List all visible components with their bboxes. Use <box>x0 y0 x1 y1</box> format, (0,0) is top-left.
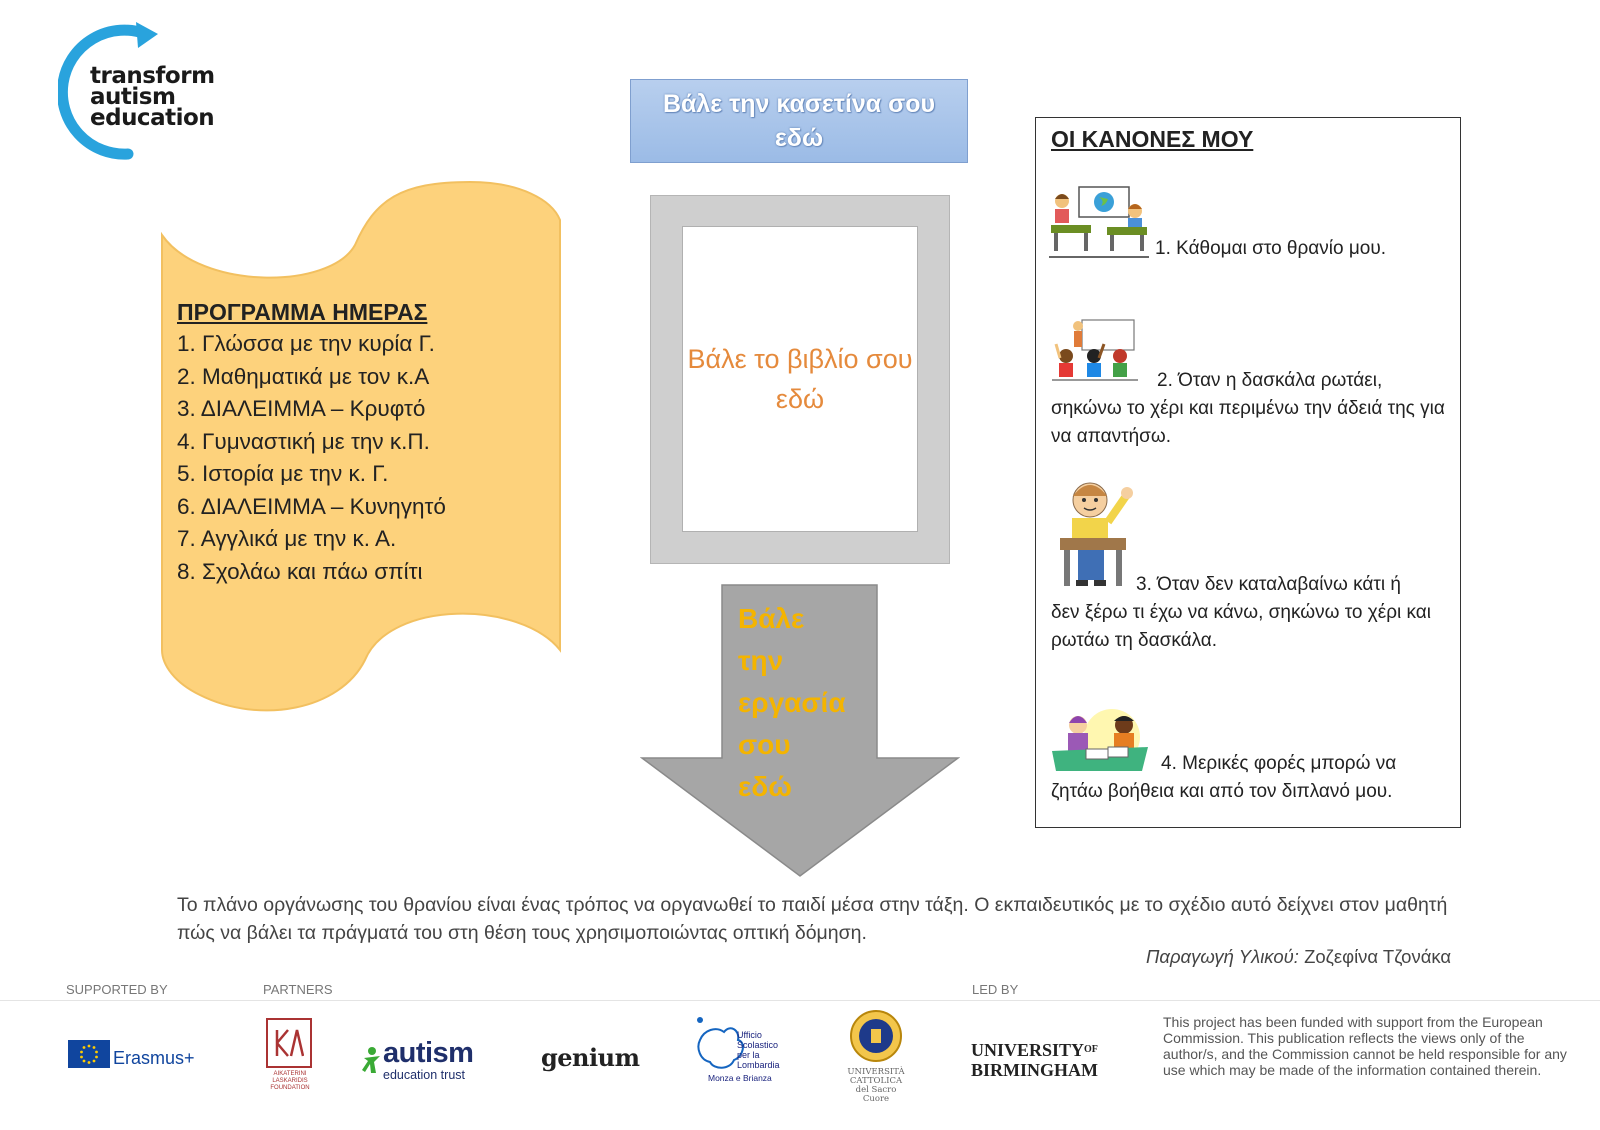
schedule-list <box>177 328 557 588</box>
led-by-label: LED BY <box>972 982 1019 997</box>
cattolica-line: CATTOLICA <box>849 1076 903 1086</box>
cattolica-line: del Sacro Cuore <box>855 1085 897 1104</box>
logo-line-autism: autism <box>90 84 176 110</box>
laskaridis-foundation-logo <box>266 1018 312 1068</box>
university-of-birmingham-logo <box>971 1040 1098 1080</box>
erasmus-logo-text: Erasmus+ <box>113 1048 195 1068</box>
rule-4-lead: 4. Μερικές φορές μπορώ να <box>1161 753 1397 774</box>
schedule-item: 7. Αγγλικά με την κ. Α. <box>177 526 397 551</box>
footer-divider <box>0 1000 1600 1001</box>
pencil-case-slot <box>630 79 968 163</box>
schedule-item: 5. Ιστορία με την κ. Γ. <box>177 461 389 486</box>
lombardia-line: Ufficio <box>737 1030 762 1040</box>
autism-trust-logo-text: autism <box>383 1037 474 1069</box>
schedule-item: 1. Γλώσσα με την κυρία Γ. <box>177 331 435 356</box>
schedule-item: 2. Μαθηματικά με τον κ.Α <box>177 363 430 389</box>
cattolica-seal-logo <box>849 1009 903 1063</box>
cattolica-text <box>843 1068 909 1104</box>
rule-3-lead: 3. Όταν δεν καταλαβαίνω κάτι ή <box>1136 574 1401 595</box>
schedule-item: 8. Σχολάω και πάω σπίτι <box>177 558 423 584</box>
cattolica-line: UNIVERSITÀ <box>847 1067 905 1077</box>
genium-logo: genium <box>541 1043 640 1072</box>
logo-line-education: education <box>90 105 215 131</box>
birmingham-of: OF <box>1084 1044 1098 1055</box>
children-helping-icon <box>1050 707 1150 773</box>
rule-4-rest: ζητάω βοήθεια και από τον διπλανό μου. <box>1051 781 1393 802</box>
book-slot <box>682 226 918 532</box>
credit-name: Ζοζεφίνα Τζονάκα <box>1304 946 1452 967</box>
logo-wordmark <box>90 63 215 131</box>
material-credit <box>1146 946 1451 968</box>
work-arrow-word: εδώ <box>738 771 792 802</box>
schedule-item: 4. Γυμναστική με την κ.Π. <box>177 428 430 454</box>
eu-stars-icon <box>68 1040 110 1068</box>
logo-arrow-head <box>136 22 158 48</box>
credit-label: Παραγωγή Υλικού: <box>1146 946 1299 967</box>
work-arrow-word: σου <box>738 729 791 760</box>
lombardia-text <box>737 1030 780 1070</box>
work-arrow-word: εργασία <box>738 687 846 718</box>
book-label: Βάλε το βιβλίο σου εδώ <box>687 344 913 414</box>
birmingham-name: BIRMINGHAM <box>971 1060 1098 1080</box>
autism-trust-subtitle: education trust <box>383 1068 465 1082</box>
work-arrow-word: την <box>738 645 784 676</box>
rules-title: ΟΙ ΚΑΝΟΝΕΣ ΜΟΥ <box>1051 126 1254 152</box>
laskaridis-caption: AIKATERINI LASKARIDIS FOUNDATION <box>270 1071 310 1091</box>
lombardia-line: per la <box>737 1050 760 1060</box>
eu-flag-icon <box>68 1040 110 1068</box>
pencil-case-label: Βάλε την κασετίνα σου εδώ <box>662 90 936 152</box>
logo-line-transform: transform <box>90 63 215 89</box>
eu-disclaimer: This project has been funded with support from the European Commission. This publication reflects the views only of the author/s, and the Commission cannot be held responsible for any use which may be made of the information contained therein. <box>1163 1014 1567 1078</box>
rule-3-rest: δεν ξέρω τι έχω να κάνω, σηκώνω το χέρι και ρωτάω τη δασκάλα. <box>1051 602 1431 651</box>
rule-1-text: 1. Κάθομαι στο θρανίο μου. <box>1155 238 1387 259</box>
schedule-item: 3. ΔΙΑΛΕΙΜΜΑ – Κρυφτό <box>177 396 426 421</box>
schedule-item: 6. ΔΙΑΛΕΙΜΜΑ – Κυνηγητό <box>177 493 446 519</box>
lombardia-line: Lombardia <box>737 1060 780 1070</box>
laskaridis-emblem-icon <box>274 1026 304 1060</box>
work-arrow-label <box>738 598 878 808</box>
classroom-desks-icon <box>1049 183 1151 261</box>
lombardia-line: Scolastico <box>737 1040 779 1050</box>
lombardia-caption: Monza e Brianza <box>708 1073 772 1083</box>
supported-by-label: SUPPORTED BY <box>66 982 168 997</box>
work-arrow-word: Βάλε <box>738 603 805 634</box>
rule-2-rest: σηκώνω το χέρι και περιμένω την άδειά της για να απαντήσω. <box>1051 398 1445 447</box>
raising-hands-class-icon <box>1052 318 1138 386</box>
birmingham-university: UNIVERSITY <box>971 1040 1085 1060</box>
schedule-title: ΠΡΟΓΡΑΜΜΑ ΗΜΕΡΑΣ <box>177 299 428 325</box>
boy-raising-hand-icon <box>1058 478 1138 594</box>
autism-trust-figure-icon <box>362 1046 382 1074</box>
rule-2-lead: 2. Όταν η δασκάλα ρωτάει, <box>1157 370 1383 391</box>
partners-label: PARTNERS <box>263 982 333 997</box>
description-paragraph: Το πλάνο οργάνωσης του θρανίου είναι ένας τρόπος να οργανωθεί το παιδί μέσα στην τάξη. Ο εκπαιδευτικός με το σχέδιο αυτό δείχνει στον μαθητή πώς να βάλει τα πράγματά του στη θέση τους χρησιμοποιώντας οπτική δόμηση. <box>177 894 1448 944</box>
daily-schedule <box>177 296 557 588</box>
